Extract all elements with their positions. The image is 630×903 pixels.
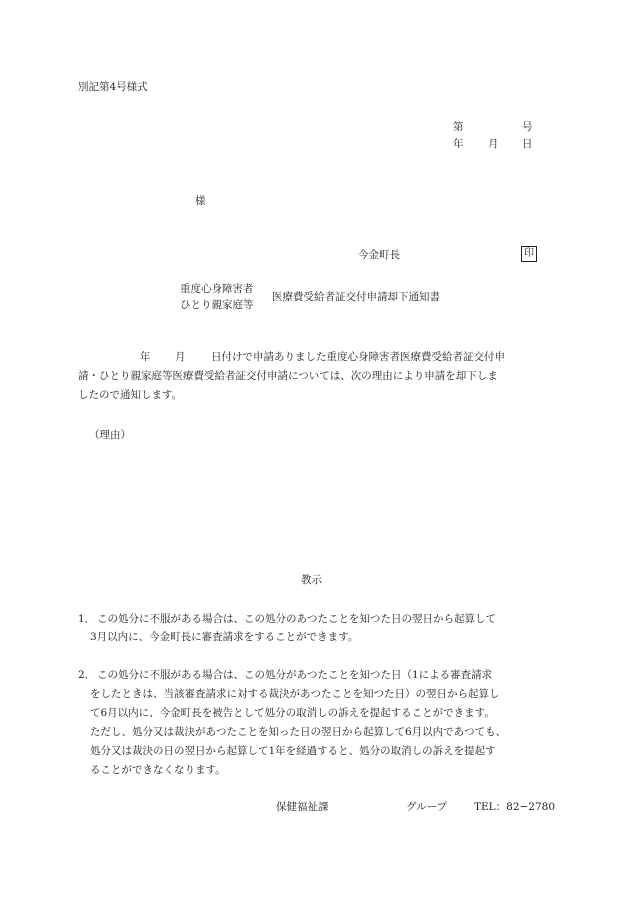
seal-mark: 印 — [521, 246, 537, 262]
footer-department: 保健福祉課 — [276, 801, 329, 813]
notice-line: この処分に不服がある場合は、この処分のあつたことを知つた日の翌日から起算して — [97, 613, 496, 625]
reason-label: （理由） — [89, 429, 131, 441]
date-year: 年 — [453, 138, 464, 150]
title-line2: ひとり親家庭等 — [180, 299, 254, 311]
body-month: 月 — [175, 351, 186, 363]
document-title: 医療費受給者証交付申請却下通知書 — [272, 291, 440, 303]
notice-line: て6月以内に、今金町長を被告として処分の取消しの訴えを提起することができます。 — [90, 707, 495, 719]
body-line1: 日付けで申請ありました重度心身障害者医療費受給者証交付申 — [211, 351, 505, 363]
form-label: 別記第4号様式 — [78, 81, 148, 93]
issuer: 今金町長 — [358, 249, 400, 261]
title-line1: 重度心身障害者 — [180, 283, 254, 295]
notice-line: この処分に不服がある場合は、この処分があつたことを知つた日（1による審査請求 — [97, 669, 493, 681]
notice-line: をしたときは、当該審査請求に対する裁決があつたことを知つた日）の翌日から起算し — [90, 688, 500, 700]
body-line2: 請・ひとり親家庭等医療費受給者証交付申請については、次の理由により申請を却下しま — [78, 370, 498, 382]
notice-heading: 教示 — [301, 574, 322, 586]
notice-number: 2． — [78, 669, 96, 681]
date-day: 日 — [522, 138, 533, 150]
footer-tel: TEL：82−2780 — [474, 801, 556, 813]
notice-line: 3月以内に、今金町長に審査請求をすることができます。 — [90, 631, 359, 643]
date-month: 月 — [488, 138, 499, 150]
body-year: 年 — [140, 351, 151, 363]
notice-number: 1． — [78, 613, 96, 625]
footer-group: グループ — [406, 801, 448, 813]
addressee-suffix: 様 — [195, 195, 206, 207]
number-suffix: 号 — [522, 121, 533, 133]
notice-line: ることができなくなります。 — [90, 764, 226, 776]
body-line3: したので通知します。 — [78, 389, 183, 401]
number-prefix: 第 — [453, 121, 464, 133]
notice-line: ただし、処分又は裁決があつたことを知った日の翌日から起算して6月以内であつても、 — [90, 726, 507, 738]
notice-line: 処分又は裁決の日の翌日から起算して1年を経過すると、処分の取消しの訴えを提起す — [90, 745, 496, 757]
